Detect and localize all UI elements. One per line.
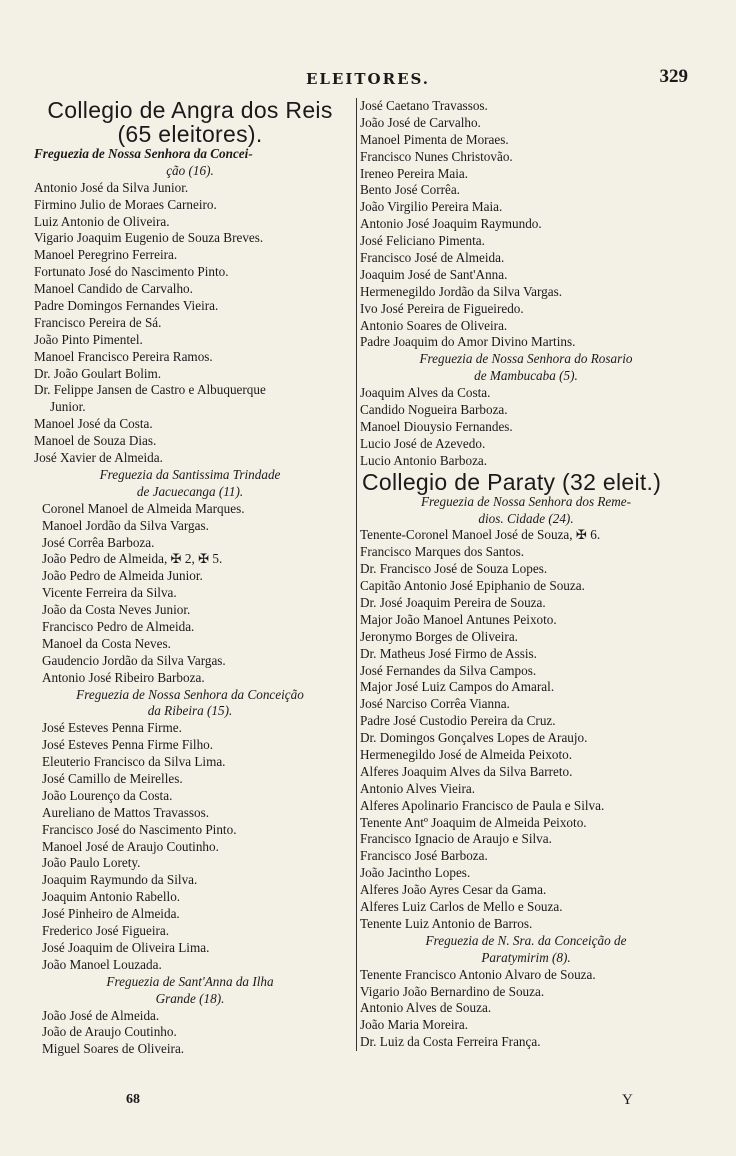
list-item: Francisco Nunes Christovão. <box>360 148 513 164</box>
list-item: Padre Domingos Fernandes Vieira. <box>34 298 219 314</box>
list-item: Vigario Joaquim Eugenio de Souza Breves. <box>34 230 264 246</box>
gathering-letter: Y <box>622 1092 633 1108</box>
list-item: Alferes Luiz Carlos de Mello e Souza. <box>360 899 563 915</box>
printer-signature: 68 <box>126 1092 140 1107</box>
list-item: Joaquim Raymundo da Silva. <box>42 872 198 888</box>
list-item: Gaudencio Jordão da Silva Vargas. <box>42 652 226 668</box>
list-item: José Xavier de Almeida. <box>34 450 163 466</box>
list-item: Miguel Soares de Oliveira. <box>42 1041 185 1057</box>
list-item: João Lourenço da Costa. <box>42 787 173 803</box>
list-item: Frederico José Figueira. <box>42 923 170 939</box>
parish-heading-cont: ção (16). <box>166 162 214 178</box>
college-electors-count: (65 eleitores). <box>117 121 263 147</box>
elector-list-4 <box>34 1008 346 1059</box>
elector-list-1 <box>34 180 346 467</box>
list-item: Alferes João Ayres Cesar da Gama. <box>360 882 547 898</box>
list-item: Tenente Francisco Antonio Alvaro de Souza. <box>360 966 596 982</box>
list-item: João Pinto Pimentel. <box>34 331 143 347</box>
list-item: Manoel Jordão da Silva Vargas. <box>42 517 209 533</box>
parish-heading: Freguezia de Nossa Senhora do Rosario <box>419 351 633 367</box>
list-item: Francisco José Barboza. <box>360 848 488 864</box>
list-item: Antonio Soares de Oliveira. <box>360 317 508 333</box>
list-item: Alferes Apolinario Francisco de Paula e Silva. <box>360 797 605 813</box>
list-item: Vicente Ferreira da Silva. <box>42 585 177 601</box>
list-item: Fortunato José do Nascimento Pinto. <box>34 264 229 280</box>
list-item: José Feliciano Pimenta. <box>360 233 485 249</box>
parish-heading: Freguezia de Nossa Senhora dos Reme- <box>420 493 632 509</box>
list-item: Joaquim Alves da Costa. <box>360 385 491 401</box>
parish-heading: Freguezia de Sant'Anna da Ilha <box>106 973 274 989</box>
list-item: Padre José Custodio Pereira da Cruz. <box>360 713 556 729</box>
right-column <box>356 98 692 1051</box>
list-item: Dr. Domingos Gonçalves Lopes de Araujo. <box>360 730 588 746</box>
elector-list-1-cont <box>360 98 692 351</box>
list-item: Lucio Antonio Barboza. <box>360 452 488 468</box>
parish-heading: Freguezia de Nossa Senhora da Concei- <box>34 146 253 161</box>
list-item: Antonio Alves de Souza. <box>360 1000 492 1016</box>
list-item: Dr. Felippe Jansen de Castro e Albuquerque <box>34 382 266 398</box>
list-item: Manoel da Costa Neves. <box>42 635 171 651</box>
list-item: Aureliano de Mattos Travassos. <box>42 804 210 820</box>
list-item: Coronel Manoel de Almeida Marques. <box>42 500 245 516</box>
list-item: Antonio José da Silva Junior. <box>34 179 189 195</box>
elector-list-5 <box>360 385 692 469</box>
list-item: Padre Joaquim do Amor Divino Martins. <box>360 334 576 350</box>
list-item: José Camillo de Meirelles. <box>42 771 183 787</box>
list-item: Major José Luiz Campos do Amaral. <box>360 679 555 695</box>
list-item: Eleuterio Francisco da Silva Lima. <box>42 754 226 770</box>
list-item: Joaquim José de Sant'Anna. <box>360 266 508 282</box>
parish-heading-cont: da Ribeira (15). <box>147 703 233 719</box>
parish-heading-cont: de Jacuecanga (11). <box>136 483 244 499</box>
list-item: José Narciso Corrêa Vianna. <box>360 696 510 712</box>
list-item: Francisco José do Nascimento Pinto. <box>42 821 237 837</box>
list-item: Manoel Pimenta de Moraes. <box>360 131 509 147</box>
list-item: José Corrêa Barboza. <box>42 534 155 550</box>
parish-heading-cont: de Mambucaba (5). <box>474 368 578 384</box>
list-item: Candido Nogueira Barboza. <box>360 402 508 418</box>
list-item: Antonio José Ribeiro Barboza. <box>42 669 205 685</box>
list-item: Joaquim Antonio Rabello. <box>42 889 181 905</box>
list-item: Tenente-Coronel Manoel José de Souza, ✠ 6. <box>360 527 601 543</box>
page-header-title: ELEITORES. <box>305 70 431 88</box>
list-item: Manoel Diouysio Fernandes. <box>360 418 513 434</box>
list-item: João Pedro de Almeida Junior. <box>42 568 203 584</box>
list-item: Francisco Marques dos Santos. <box>360 544 525 560</box>
parish-heading: Freguezia da Santissima Trindade <box>99 466 281 482</box>
parish-heading-cont: dios. Cidade (24). <box>478 510 574 526</box>
elector-list-6 <box>360 527 692 932</box>
list-item: Bento José Corrêa. <box>360 182 460 198</box>
parish-heading-cont: Grande (18). <box>155 990 225 1006</box>
list-item: Francisco Pedro de Almeida. <box>42 618 195 634</box>
list-item: Dr. Luiz da Costa Ferreira França. <box>360 1034 541 1050</box>
list-item: Capitão Antonio José Epiphanio de Souza. <box>360 578 585 594</box>
list-item-continuation: Junior. <box>50 399 86 415</box>
list-item: João Jacintho Lopes. <box>360 865 471 881</box>
page-number: 329 <box>659 66 688 87</box>
list-item: Firmino Julio de Moraes Carneiro. <box>34 196 217 212</box>
list-item: Hermenegildo José de Almeida Peixoto. <box>360 747 573 763</box>
college-title-angra: Collegio de Angra dos Reis <box>47 97 333 123</box>
list-item: José Esteves Penna Firme Filho. <box>42 737 214 753</box>
college-title-paraty: Collegio de Paraty (32 eleit.) <box>362 468 662 495</box>
elector-list-2 <box>34 501 346 687</box>
list-item: Tenente Antº Joaquim de Almeida Peixoto. <box>360 814 587 830</box>
list-item: Tenente Luiz Antonio de Barros. <box>360 915 533 931</box>
list-item: Manoel Peregrino Ferreira. <box>34 247 178 263</box>
list-item: Manoel Francisco Pereira Ramos. <box>34 348 213 364</box>
list-item: Dr. José Joaquim Pereira de Souza. <box>360 595 546 610</box>
list-item: Francisco José de Almeida. <box>360 250 505 266</box>
list-item: Francisco Ignacio de Araujo e Silva. <box>360 831 552 847</box>
list-item: Dr. Francisco José de Souza Lopes. <box>360 561 548 577</box>
list-item: Vigario João Bernardino de Souza. <box>360 983 545 999</box>
list-item: José Fernandes da Silva Campos. <box>360 662 537 678</box>
list-item: José Caetano Travassos. <box>360 98 488 113</box>
list-item: Manoel Candido de Carvalho. <box>34 281 193 297</box>
list-item: João Manoel Louzada. <box>42 956 162 972</box>
list-item: Manoel José de Araujo Coutinho. <box>42 838 219 854</box>
list-item: João de Araujo Coutinho. <box>42 1024 177 1040</box>
list-item: Dr. Matheus José Firmo de Assis. <box>360 645 537 661</box>
list-item: José Pinheiro de Almeida. <box>42 906 180 922</box>
left-column <box>34 98 346 1058</box>
list-item: Lucio José de Azevedo. <box>360 435 486 451</box>
list-item: João Pedro de Almeida, ✠ 2, ✠ 5. <box>42 551 223 567</box>
list-item: Antonio Alves Vieira. <box>360 780 476 796</box>
list-item: Hermenegildo Jordão da Silva Vargas. <box>360 283 563 299</box>
list-item: José Joaquim de Oliveira Lima. <box>42 939 210 955</box>
parish-heading: Freguezia de Nossa Senhora da Conceição <box>76 686 304 702</box>
list-item: Manoel de Souza Dias. <box>34 433 157 449</box>
list-item: Francisco Pereira de Sá. <box>34 314 162 330</box>
list-item: Ivo José Pereira de Figueiredo. <box>360 300 524 316</box>
list-item: Luiz Antonio de Oliveira. <box>34 213 170 229</box>
list-item: Jeronymo Borges de Oliveira. <box>360 628 518 644</box>
list-item: João Maria Moreira. <box>360 1017 469 1033</box>
list-item: João Paulo Lorety. <box>42 855 141 871</box>
list-item: Antonio José Joaquim Raymundo. <box>360 216 542 232</box>
list-item: José Esteves Penna Firme. <box>42 720 182 736</box>
list-item: Alferes Joaquim Alves da Silva Barreto. <box>360 763 573 779</box>
list-item: Dr. João Goulart Bolim. <box>34 365 162 381</box>
elector-list-7 <box>360 967 692 1051</box>
list-item: Major João Manoel Antunes Peixoto. <box>360 611 557 627</box>
list-item: João José de Carvalho. <box>360 114 481 130</box>
elector-list-3 <box>34 720 346 973</box>
list-item: Manoel José da Costa. <box>34 416 153 432</box>
list-item: João da Costa Neves Junior. <box>42 602 191 618</box>
parish-heading-cont: Paratymirim (8). <box>481 949 571 965</box>
list-item: João José de Almeida. <box>42 1007 160 1023</box>
list-item: João Virgilio Pereira Maia. <box>360 199 503 215</box>
list-item: Ireneo Pereira Maia. <box>360 165 469 181</box>
parish-heading: Freguezia de N. Sra. da Conceição de <box>425 932 627 948</box>
